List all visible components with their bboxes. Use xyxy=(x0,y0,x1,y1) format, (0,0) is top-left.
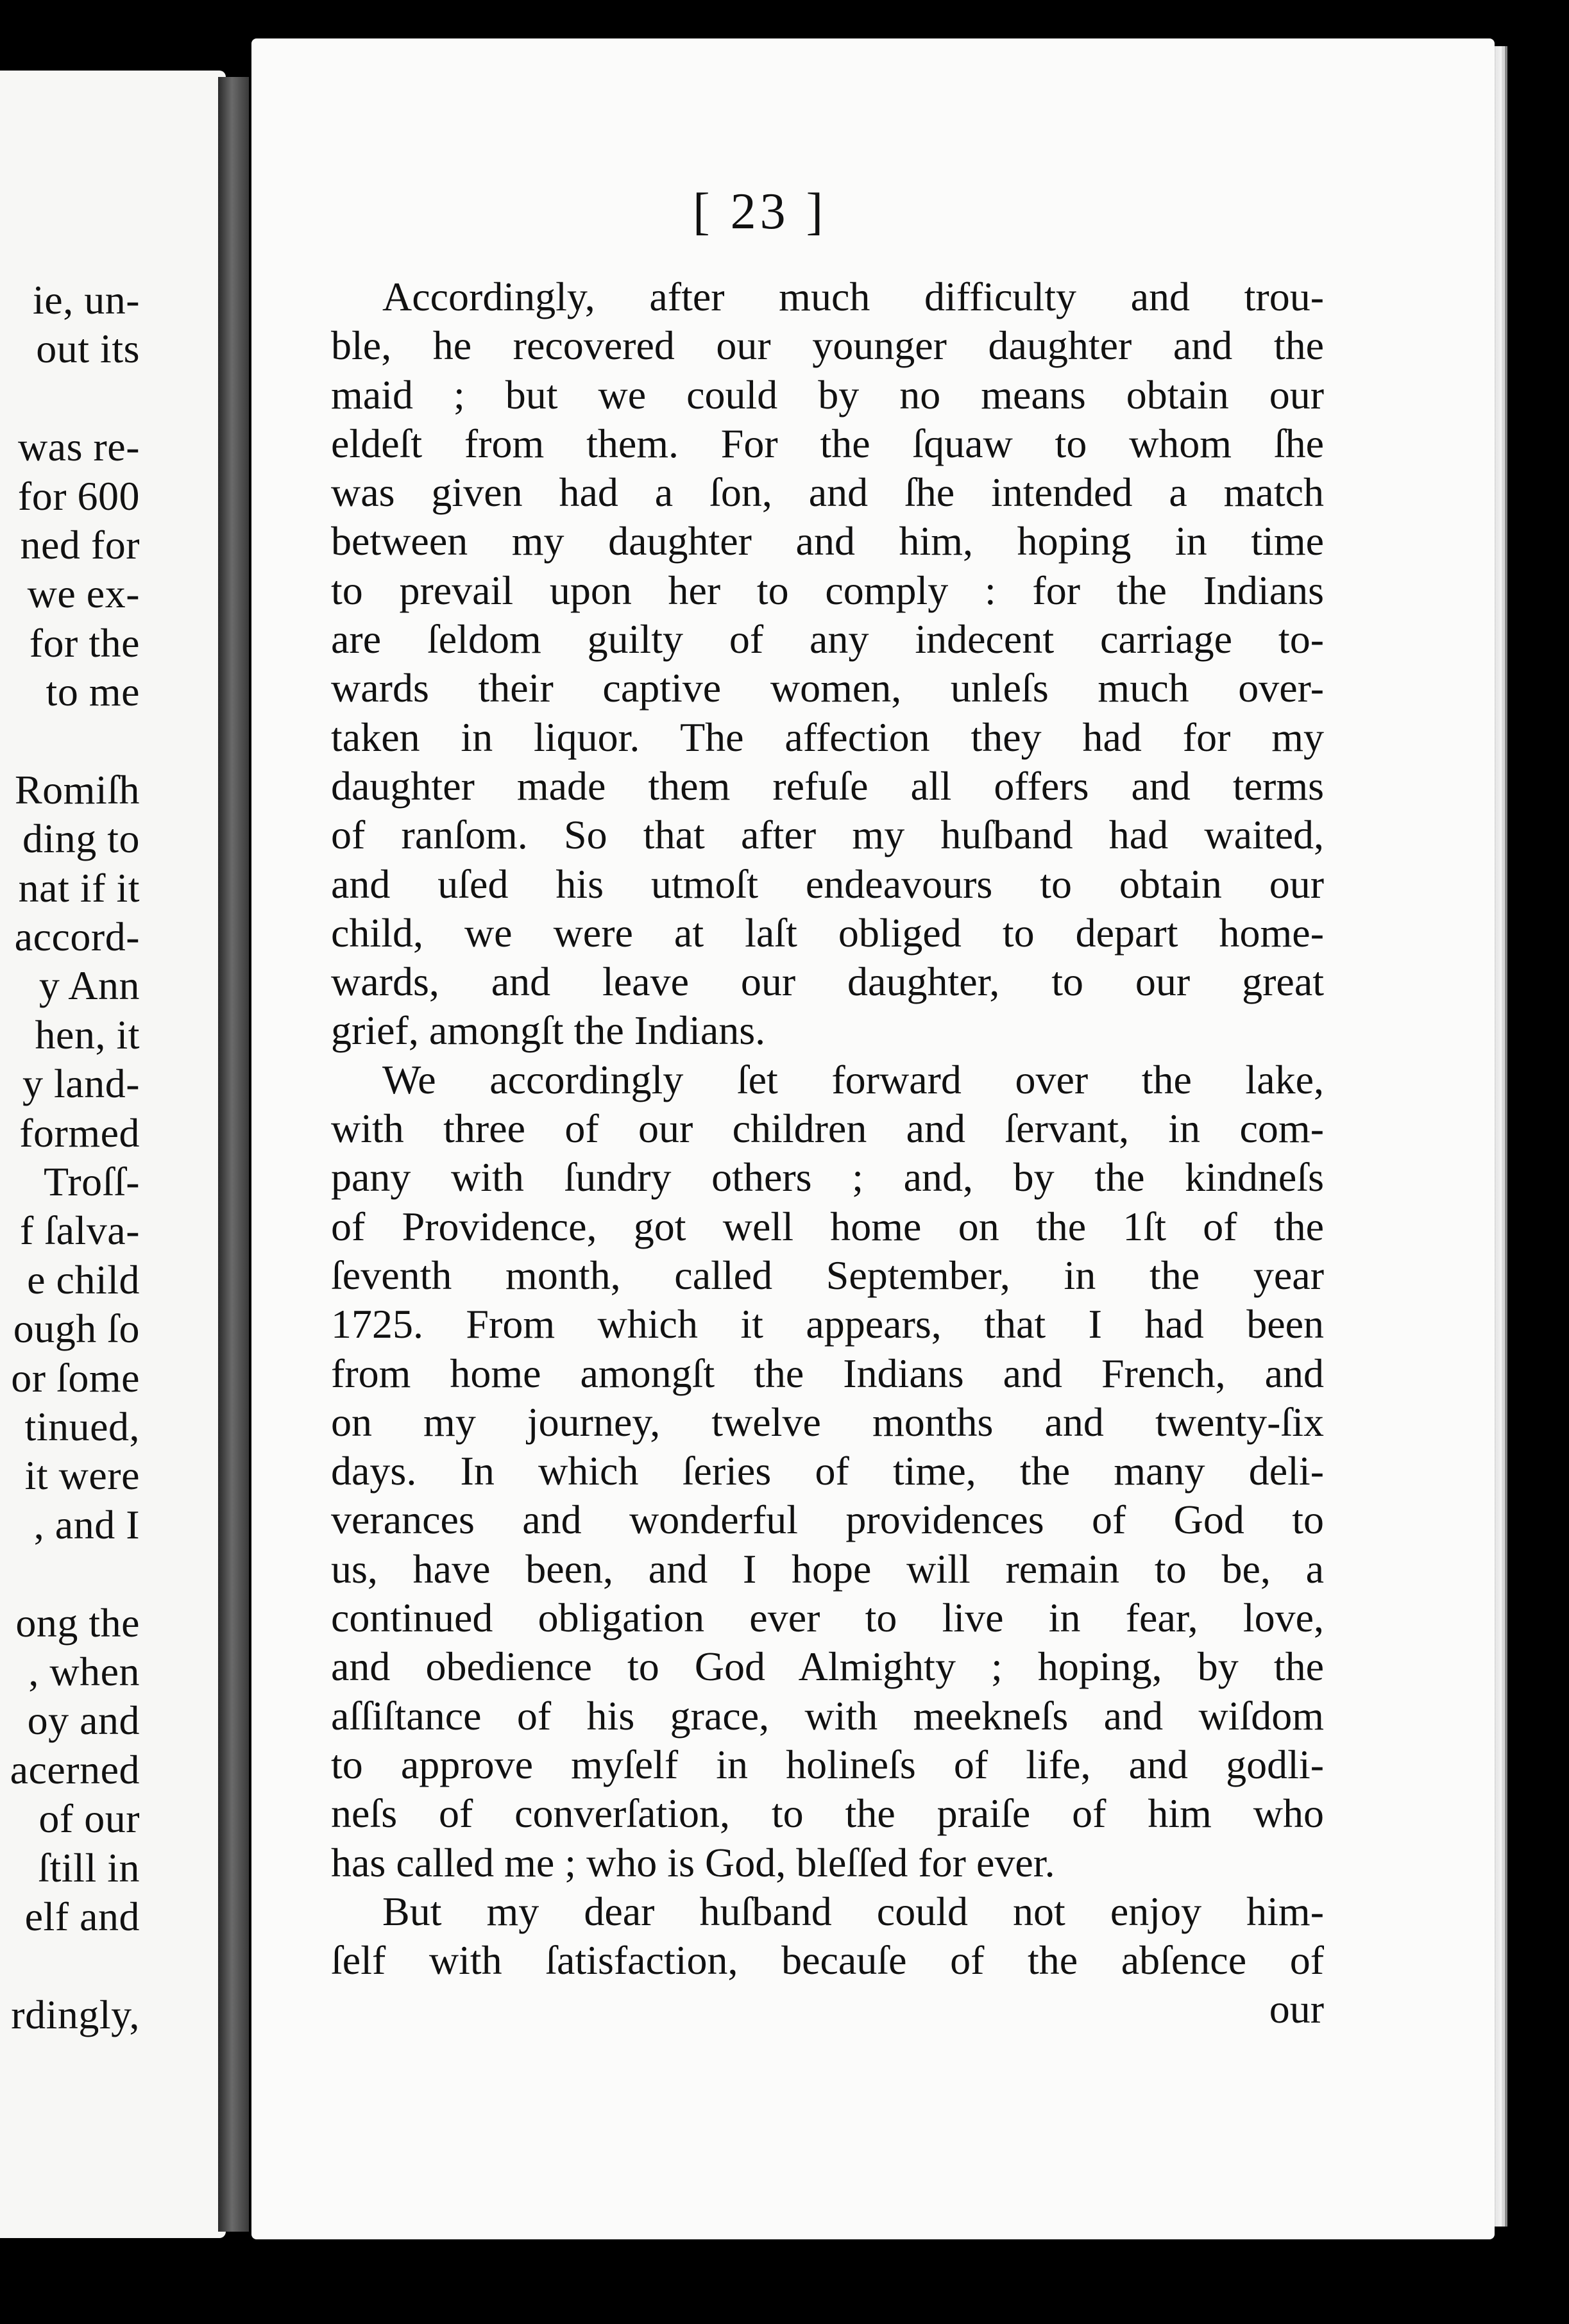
text-line: are ſeldom guilty of any indecent carriage to- xyxy=(331,616,1324,662)
previous-page-line: Romiſh xyxy=(14,766,140,813)
previous-page-line xyxy=(10,717,140,766)
previous-page-line: , when xyxy=(28,1648,140,1694)
previous-page-text xyxy=(10,276,140,2039)
previous-page-line: f ſalva- xyxy=(20,1208,140,1254)
text-line: has called me ; who is God, bleſſed for ever. xyxy=(331,1839,1055,1885)
previous-page-line: tinued, xyxy=(24,1403,140,1449)
previous-page-line: ough ſo xyxy=(13,1306,140,1352)
previous-page-line: , and I xyxy=(33,1501,140,1547)
previous-page-line: ie, un- xyxy=(33,277,140,323)
previous-page-line: of our xyxy=(38,1796,140,1842)
previous-page-line: elf and xyxy=(24,1893,140,1939)
previous-page-line: ſtill in xyxy=(38,1844,140,1890)
previous-page-line: accord- xyxy=(14,914,140,960)
previous-page-line: e child xyxy=(27,1256,140,1302)
book-gutter xyxy=(218,77,249,2232)
text-line: ble, he recovered our younger daughter and the xyxy=(331,323,1324,369)
text-line: pany with ſundry others ; and, by the kindneſs xyxy=(331,1154,1324,1200)
text-line: wards, and leave our daughter, to our great xyxy=(331,959,1324,1005)
text-line: and uſed his utmoſt endeavours to obtain our xyxy=(331,861,1324,907)
previous-page-line: for 600 xyxy=(17,473,140,519)
text-line: 1725. From which it appears, that I had been xyxy=(331,1301,1324,1347)
previous-page-line xyxy=(10,1549,140,1598)
previous-page xyxy=(0,71,226,2238)
previous-page-line: hen, it xyxy=(35,1011,140,1057)
text-line: eldeſt from them. For the ſquaw to whom ſhe xyxy=(331,420,1324,466)
text-line: with three of our children and ſervant, in com- xyxy=(331,1106,1324,1152)
text-line: days. In which ſeries of time, the many deli- xyxy=(331,1448,1324,1494)
text-line: and obedience to God Almighty ; hoping, by the xyxy=(331,1644,1324,1690)
previous-page-line: or ſome xyxy=(11,1354,140,1401)
text-line: neſs of converſation, to the praiſe of him who xyxy=(331,1790,1324,1837)
text-line: us, have been, and I hope will remain to be, a xyxy=(331,1545,1324,1592)
previous-page-line: nat if it xyxy=(18,864,140,911)
previous-page-line: was re- xyxy=(17,424,140,470)
text-line: But my dear huſband could not enjoy him- xyxy=(382,1888,1324,1934)
text-line: ſelf with ſatisfaction, becauſe of the abſence of xyxy=(331,1937,1324,1983)
previous-page-line: y Ann xyxy=(38,963,140,1009)
text-line: to prevail upon her to comply : for the Indians xyxy=(331,567,1324,613)
previous-page-line: ned for xyxy=(20,521,140,568)
text-line: We accordingly ſet forward over the lake, xyxy=(382,1056,1324,1102)
text-line: our xyxy=(1269,1986,1324,2032)
previous-page-line: rdingly, xyxy=(11,1991,140,2037)
text-line: child, we were at laſt obliged to depart home- xyxy=(331,909,1324,956)
text-line: verances and wonderful providences of God to xyxy=(331,1497,1324,1543)
page-body-text xyxy=(331,273,1324,2034)
text-line: maid ; but we could by no means obtain our xyxy=(331,371,1324,417)
text-line: grief, amongſt the Indians. xyxy=(331,1007,766,1054)
previous-page-line: Troſſ- xyxy=(43,1159,140,1205)
text-line: of Providence, got well home on the 1ſt of the xyxy=(331,1203,1324,1249)
text-line: on my journey, twelve months and twenty-ſix xyxy=(331,1399,1324,1445)
previous-page-line xyxy=(10,1941,140,1990)
previous-page-line: ong the xyxy=(15,1599,140,1646)
previous-page-line: for the xyxy=(29,619,140,666)
text-line: between my daughter and him, hoping in time xyxy=(331,518,1324,564)
text-line: continued obligation ever to live in fear, love, xyxy=(331,1595,1324,1641)
text-line: was given had a ſon, and ſhe intended a match xyxy=(331,469,1324,516)
previous-page-line xyxy=(10,374,140,423)
text-line: of ranſom. So that after my huſband had waited, xyxy=(331,812,1324,858)
previous-page-line: out its xyxy=(36,326,140,372)
previous-page-line: oy and xyxy=(27,1697,140,1744)
previous-page-line: it were xyxy=(24,1453,140,1499)
text-line: aſſiſtance of his grace, with meekneſs and wiſdom xyxy=(331,1692,1324,1739)
previous-page-line: to me xyxy=(46,669,140,715)
text-line: ſeventh month, called September, in the year xyxy=(331,1252,1324,1298)
previous-page-line: y land- xyxy=(22,1061,140,1107)
previous-page-line: acerned xyxy=(10,1746,140,1792)
page-number: [ 23 ] xyxy=(693,183,827,240)
text-line: taken in liquor. The affection they had for my xyxy=(331,714,1324,760)
text-line: Accordingly, after much difficulty and trou- xyxy=(382,274,1324,319)
text-line: daughter made them refuſe all offers and terms xyxy=(331,762,1324,809)
text-line: from home amongſt the Indians and French, and xyxy=(331,1350,1324,1396)
previous-page-line: formed xyxy=(19,1109,140,1156)
previous-page-line: ding to xyxy=(22,816,140,862)
text-line: wards their captive women, unleſs much over- xyxy=(331,665,1324,711)
previous-page-line: we ex- xyxy=(27,571,140,617)
text-line: to approve myſelf in holineſs of life, and godli- xyxy=(331,1741,1324,1787)
